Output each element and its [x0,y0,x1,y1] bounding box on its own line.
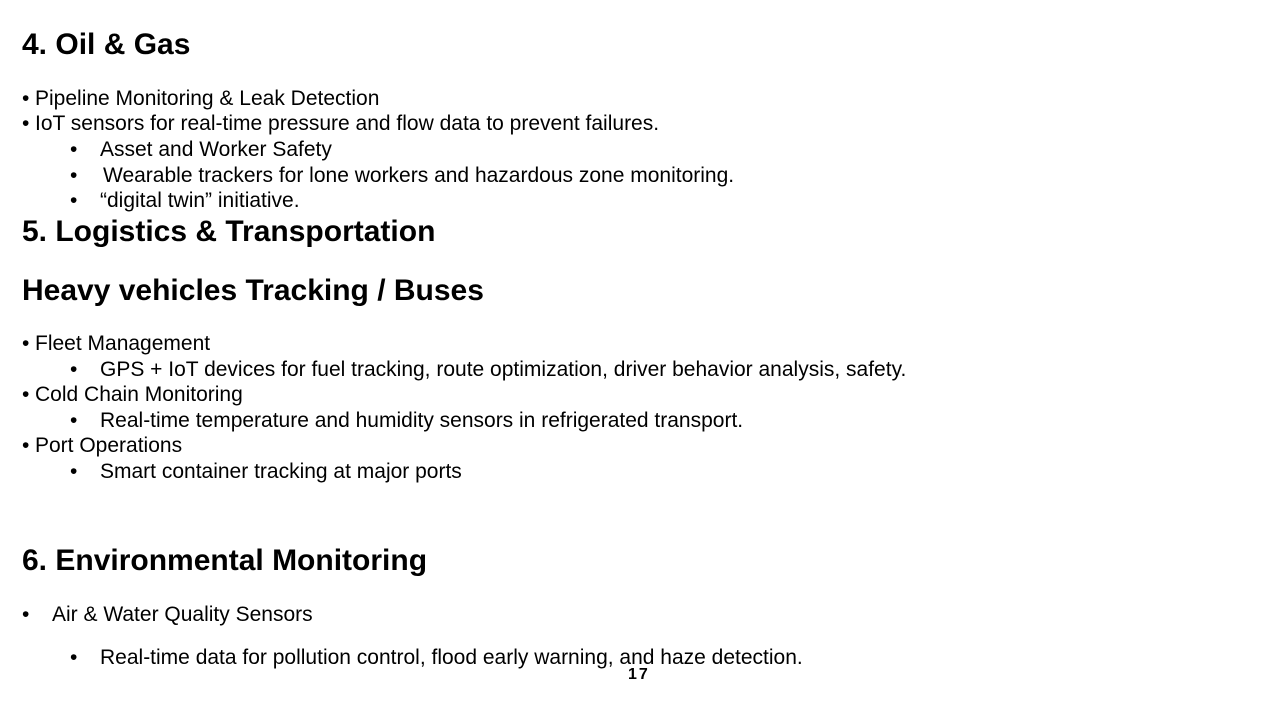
sub-list-item [70,459,462,485]
bullet: • [22,603,30,626]
sub-list-item [70,357,906,383]
list-item-text: IoT sensors for real-time pressure and flow data to prevent failures. [35,112,660,135]
sub-list-item-text: Real-time temperature and humidity sensors in refrigerated transport. [100,409,744,432]
heading-logistics: 5. Logistics & Transportation [22,215,436,248]
list-item-text: Port Operations [35,434,183,457]
sub-list-item [70,137,332,163]
bullet: • [70,164,78,187]
list-item [22,331,210,357]
list-item [22,602,313,628]
bullet: • [22,383,30,406]
bullet: • [22,112,30,135]
bullet: • [22,332,30,355]
sub-list-item [70,163,734,189]
list-item-text: Pipeline Monitoring & Leak Detection [35,87,380,110]
page-number: 17 [628,666,650,683]
sub-list-item [70,408,743,434]
sub-list-item-text: Smart container tracking at major ports [100,460,462,483]
list-item [22,382,243,408]
heading-environmental: 6. Environmental Monitoring [22,544,428,577]
bullet: • [22,434,30,457]
sub-list-item-text: “digital twin” initiative. [100,189,300,212]
list-item [22,111,659,137]
sub-list-item-text: Wearable trackers for lone workers and hazardous zone monitoring. [103,164,735,187]
sub-list-item-text: Asset and Worker Safety [100,138,332,161]
list-item-text: Air & Water Quality Sensors [52,603,313,626]
bullet: • [70,460,78,483]
sub-list-item [70,645,803,671]
heading-oil-gas: 4. Oil & Gas [22,28,191,61]
list-item [22,433,182,459]
bullet: • [70,138,78,161]
list-item-text: Cold Chain Monitoring [35,383,243,406]
bullet: • [70,646,78,669]
bullet: • [70,409,78,432]
sub-list-item-text: GPS + IoT devices for fuel tracking, route optimization, driver behavior analysis, safety. [100,358,907,381]
sub-list-item [70,188,300,214]
subheading-heavy-vehicles: Heavy vehicles Tracking / Buses [22,274,484,307]
list-item [22,86,379,112]
bullet: • [70,358,78,381]
sub-list-item-text: Real-time data for pollution control, flood early warning, and haze detection. [100,646,803,669]
bullet: • [70,189,78,212]
bullet: • [22,87,30,110]
list-item-text: Fleet Management [35,332,211,355]
